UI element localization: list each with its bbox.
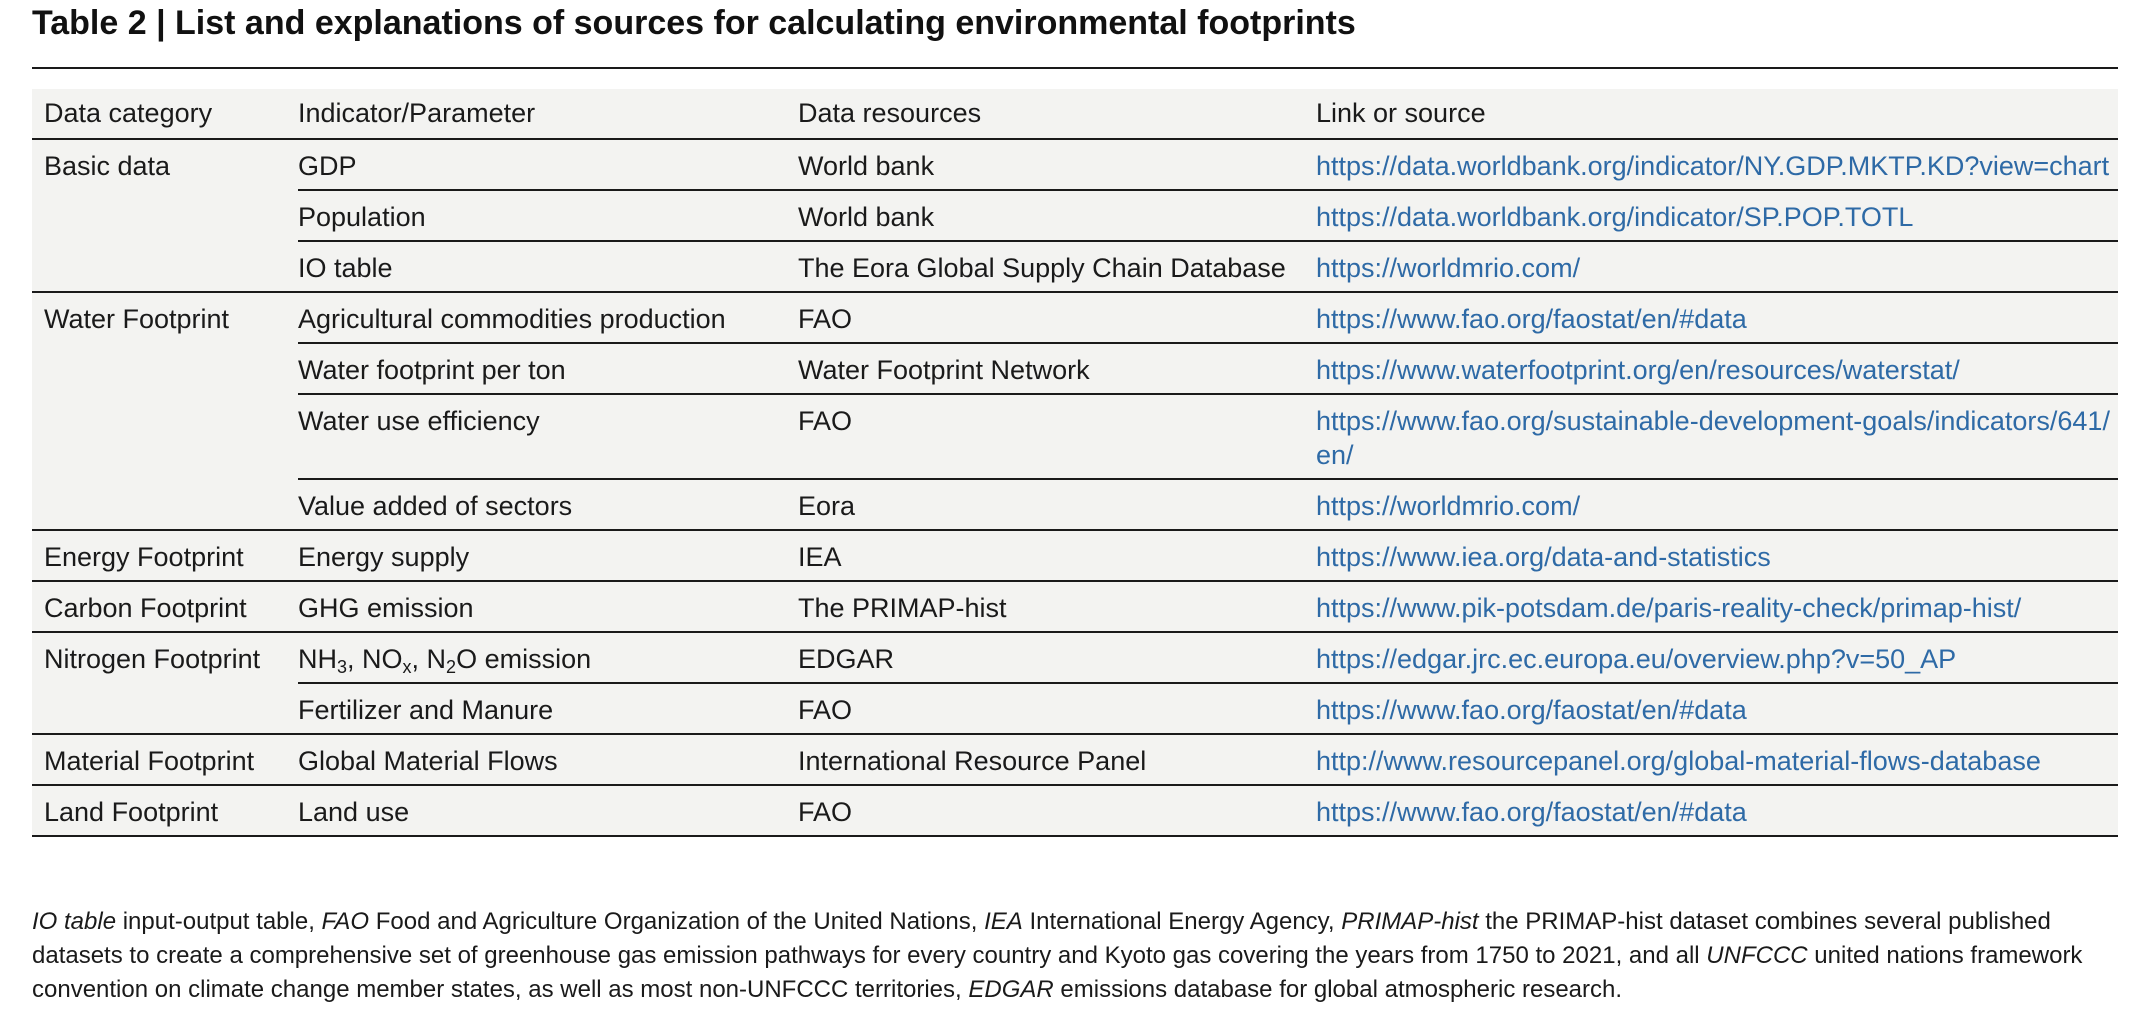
table-row	[32, 139, 2118, 190]
resource-cell: The PRIMAP-hist	[798, 581, 1316, 632]
indicator-cell: Fertilizer and Manure	[298, 683, 798, 734]
resource-cell: Eora	[798, 479, 1316, 530]
indicator-cell: Water footprint per ton	[298, 343, 798, 394]
footnote-definition: united nations framework convention on climate change member states, as well as most non-UNFCCC territories,	[32, 942, 2083, 1003]
resource-cell: EDGAR	[798, 632, 1316, 683]
source-link[interactable]: http://www.resourcepanel.org/global-material-flows-database	[1316, 734, 2118, 785]
footnote-term: IO table	[32, 908, 117, 935]
formula-part: O emission	[456, 644, 592, 674]
source-link[interactable]: https://data.worldbank.org/indicator/SP.POP.TOTL	[1316, 190, 2118, 241]
indicator-cell: Water use efficiency	[298, 394, 798, 479]
title-divider	[32, 67, 2118, 69]
source-link[interactable]: https://www.fao.org/faostat/en/#data	[1316, 292, 2118, 343]
footnote-term: PRIMAP-hist	[1341, 908, 1479, 935]
source-link[interactable]: https://edgar.jrc.ec.europa.eu/overview.php?v=50_AP	[1316, 632, 2118, 683]
sources-table	[32, 89, 2118, 837]
indicator-cell: GHG emission	[298, 581, 798, 632]
table-row	[32, 479, 2118, 530]
category-cell	[32, 343, 298, 394]
footnote-term: EDGAR	[968, 976, 1054, 1003]
formula-subscript: x	[402, 657, 412, 677]
category-cell: Carbon Footprint	[32, 581, 298, 632]
header-indicator: Indicator/Parameter	[298, 98, 536, 128]
formula-subscript: 2	[446, 657, 457, 677]
indicator-cell: Global Material Flows	[298, 734, 798, 785]
table-row	[32, 241, 2118, 292]
table-row	[32, 734, 2118, 785]
category-cell: Material Footprint	[32, 734, 298, 785]
category-cell: Land Footprint	[32, 785, 298, 836]
table-header-row	[32, 89, 2118, 139]
category-cell	[32, 683, 298, 734]
resource-cell: The Eora Global Supply Chain Database	[798, 241, 1316, 292]
table-row	[32, 683, 2118, 734]
formula-part: , N	[411, 644, 447, 674]
source-link[interactable]: https://www.waterfootprint.org/en/resources/waterstat/	[1316, 343, 2118, 394]
source-link[interactable]: https://www.fao.org/faostat/en/#data	[1316, 785, 2118, 836]
table-row	[32, 292, 2118, 343]
indicator-cell: Population	[298, 190, 798, 241]
source-link[interactable]: https://www.iea.org/data-and-statistics	[1316, 530, 2118, 581]
category-cell: Water Footprint	[44, 304, 230, 334]
table-row	[32, 190, 2118, 241]
category-cell	[32, 241, 298, 292]
indicator-cell: Land use	[298, 785, 798, 836]
source-link[interactable]: https://www.fao.org/sustainable-development-goals/indicators/641/en/	[1316, 394, 2118, 479]
resource-cell: World bank	[798, 190, 1316, 241]
footnote-term: UNFCCC	[1706, 942, 1808, 969]
table-row	[32, 343, 2118, 394]
category-cell	[32, 394, 298, 479]
resource-cell: FAO	[798, 683, 1316, 734]
resource-cell: International Resource Panel	[798, 734, 1316, 785]
table-row	[32, 581, 2118, 632]
indicator-cell: IO table	[298, 241, 798, 292]
header-link-or-source: Link or source	[1316, 98, 1486, 128]
resource-cell: IEA	[798, 530, 1316, 581]
footnote-definition: International Energy Agency,	[1022, 908, 1342, 935]
resource-cell: FAO	[798, 394, 1316, 479]
indicator-cell	[298, 632, 798, 683]
formula-part: , NO	[347, 644, 403, 674]
resource-cell: FAO	[798, 785, 1316, 836]
indicator-cell: GDP	[298, 139, 798, 190]
header-data-category: Data category	[44, 98, 213, 128]
category-cell: Energy Footprint	[32, 530, 298, 581]
table-title: Table 2 | List and explanations of sources for calculating environmental footprints	[32, 4, 1356, 42]
table-row	[32, 632, 2118, 683]
table-row	[32, 530, 2118, 581]
footnote-definition: emissions database for global atmospheric research.	[1053, 976, 1623, 1003]
footnote-definition: input-output table,	[116, 908, 322, 935]
source-link[interactable]: https://data.worldbank.org/indicator/NY.GDP.MKTP.KD?view=chart	[1316, 139, 2118, 190]
formula-subscript: 3	[337, 657, 348, 677]
table-footnote	[32, 905, 2122, 1007]
category-cell	[32, 479, 298, 530]
footnote-definition: Food and Agriculture Organization of the United Nations,	[369, 908, 985, 935]
source-link[interactable]: https://www.fao.org/faostat/en/#data	[1316, 683, 2118, 734]
indicator-cell: Agricultural commodities production	[298, 292, 798, 343]
header-data-resources: Data resources	[798, 98, 982, 128]
category-cell: Nitrogen Footprint	[44, 644, 261, 674]
formula-part: NH	[298, 644, 337, 674]
indicator-cell: Energy supply	[298, 530, 798, 581]
resource-cell: World bank	[798, 139, 1316, 190]
footnote-term: IEA	[984, 908, 1023, 935]
table-row	[32, 785, 2118, 836]
source-link[interactable]: https://worldmrio.com/	[1316, 241, 2118, 292]
indicator-cell: Value added of sectors	[298, 479, 798, 530]
footnote-term: FAO	[321, 908, 370, 935]
table-row	[32, 394, 2118, 479]
category-cell	[32, 190, 298, 241]
resource-cell: FAO	[798, 292, 1316, 343]
footnote-definition: the PRIMAP-hist dataset combines several published datasets to create a comprehensive set of greenhouse gas emission pathways for every country and Kyoto gas covering the years from 1750 to 2021, and all	[32, 908, 2051, 969]
resource-cell: Water Footprint Network	[798, 343, 1316, 394]
category-cell: Basic data	[44, 151, 171, 181]
source-link[interactable]: https://worldmrio.com/	[1316, 479, 2118, 530]
source-link[interactable]: https://www.pik-potsdam.de/paris-reality-check/primap-hist/	[1316, 581, 2118, 632]
